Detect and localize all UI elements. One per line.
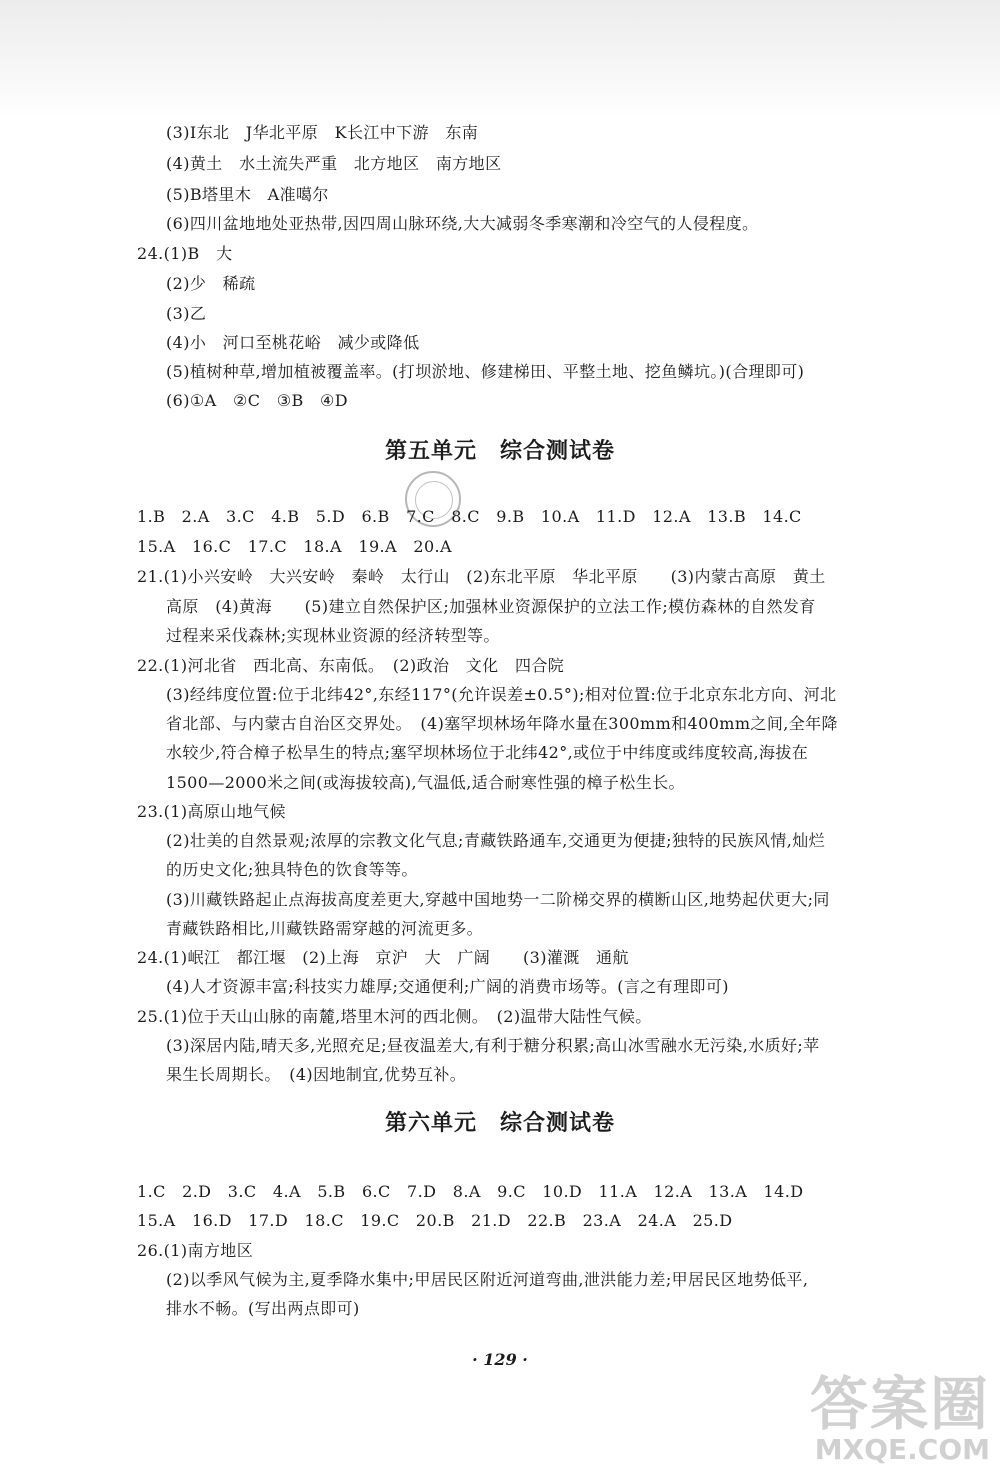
- answer-line: 1.C 2.D 3.C 4.A 5.B 6.C 7.D 8.A 9.C 10.D 11.A 12.A 13.A 14.D: [137, 1182, 804, 1201]
- answer-line: 24.(1)岷江 都江堰 (2)上海 京沪 大 广阔 (3)灌溉 通航: [137, 948, 629, 967]
- answer-line: 24.(1)B 大: [137, 244, 233, 263]
- answer-line: (2)以季风气候为主,夏季降水集中;甲居民区附近河道弯曲,泄洪能力差;甲居民区地势低平,: [166, 1270, 809, 1289]
- answer-line: 省北部、与内蒙古自治区交界处。 (4)塞罕坝林场年降水量在300mm和400mm之间,全年降: [166, 714, 838, 733]
- answer-line: (6)①A ②C ③B ④D: [166, 391, 349, 410]
- answer-line: 1500—2000米之间(或海拔较高),气温低,适合耐寒性强的樟子松生长。: [166, 773, 685, 792]
- watermark: [809, 1370, 990, 1466]
- answer-line: 过程来采伐森林;实现林业资源的经济转型等。: [166, 626, 500, 645]
- watermark-url: MXQE.COM: [814, 1433, 990, 1466]
- answer-line: (3)经纬度位置:位于北纬42°,东经117°(允许误差±0.5°);相对位置:位于北京东北方向、河北: [166, 685, 837, 704]
- answer-line: 22.(1)河北省 西北高、东南低。 (2)政治 文化 四合院: [137, 656, 565, 675]
- answer-line: 高原 (4)黄海 (5)建立自然保护区;加强林业资源保护的立法工作;模仿森林的自然发育: [166, 597, 816, 616]
- answer-line: 排水不畅。(写出两点即可): [166, 1299, 360, 1318]
- answer-line: (3)川藏铁路起止点海拔高度差更大,穿越中国地势一二阶梯交界的横断山区,地势起伏更大;同: [166, 890, 830, 909]
- answer-line: (5)B塔里木 A准噶尔: [166, 185, 329, 204]
- answer-line: (3)乙: [166, 304, 207, 323]
- answer-line: (4)人才资源丰富;科技实力雄厚;交通便利;广阔的消费市场等。(言之有理即可): [166, 977, 729, 996]
- scan-shading: [0, 0, 1000, 120]
- answer-line: 果生长周期长。 (4)因地制宜,优势互补。: [166, 1065, 467, 1084]
- answer-line: (3)深居内陆,晴天多,光照充足;昼夜温差大,有利于糖分积累;高山冰雪融水无污染,水质好;苹: [166, 1036, 820, 1055]
- answer-line: 1.B 2.A 3.C 4.B 5.D 6.B 7.C 8.C 9.B 10.A 11.D 12.A 13.B 14.C: [137, 507, 802, 526]
- answer-line: 的历史文化;独具特色的饮食等等。: [166, 860, 418, 879]
- section-title-unit5: 第五单元 综合测试卷: [384, 439, 615, 464]
- answer-line: 25.(1)位于天山山脉的南麓,塔里木河的西北侧。 (2)温带大陆性气候。: [137, 1007, 652, 1026]
- answer-line: (4)小 河口至桃花峪 减少或降低: [166, 333, 420, 352]
- answer-line: (6)四川盆地地处亚热带,因四周山脉环绕,大大减弱冬季寒潮和冷空气的人侵程度。: [166, 214, 759, 233]
- answer-line: 15.A 16.C 17.C 18.A 19.A 20.A: [137, 537, 452, 556]
- answer-line: 青藏铁路相比,川藏铁路需穿越的河流更多。: [166, 919, 484, 938]
- answer-line: 26.(1)南方地区: [137, 1241, 254, 1260]
- answer-line: (3)I东北 J华北平原 K长江中下游 东南: [166, 123, 479, 142]
- answer-line: 23.(1)高原山地气候: [137, 802, 286, 821]
- answer-line: 水较少,符合樟子松旱生的特点;塞罕坝林场位于北纬42°,或位于中纬度或纬度较高,海拔在: [166, 743, 809, 762]
- answer-line: (5)植树种草,增加植被覆盖率。(打坝淤地、修建梯田、平整土地、挖鱼鳞坑。)(合理即可): [166, 362, 805, 381]
- answer-line: 21.(1)小兴安岭 大兴安岭 秦岭 太行山 (2)东北平原 华北平原 (3)内蒙古高原 黄土: [137, 567, 826, 586]
- section-title-unit6: 第六单元 综合测试卷: [384, 1111, 615, 1136]
- answer-line: 15.A 16.D 17.D 18.C 19.C 20.B 21.D 22.B 23.A 24.A 25.D: [137, 1211, 733, 1230]
- page-number: · 129 ·: [472, 1350, 528, 1369]
- answer-line: (2)少 稀疏: [166, 274, 256, 293]
- watermark-logo: 答案圈: [809, 1370, 990, 1438]
- answer-line: (2)壮美的自然景观;浓厚的宗教文化气息;青藏铁路通车,交通更为便捷;独特的民族风情,灿烂: [166, 831, 826, 850]
- answer-line: (4)黄土 水土流失严重 北方地区 南方地区: [166, 154, 502, 173]
